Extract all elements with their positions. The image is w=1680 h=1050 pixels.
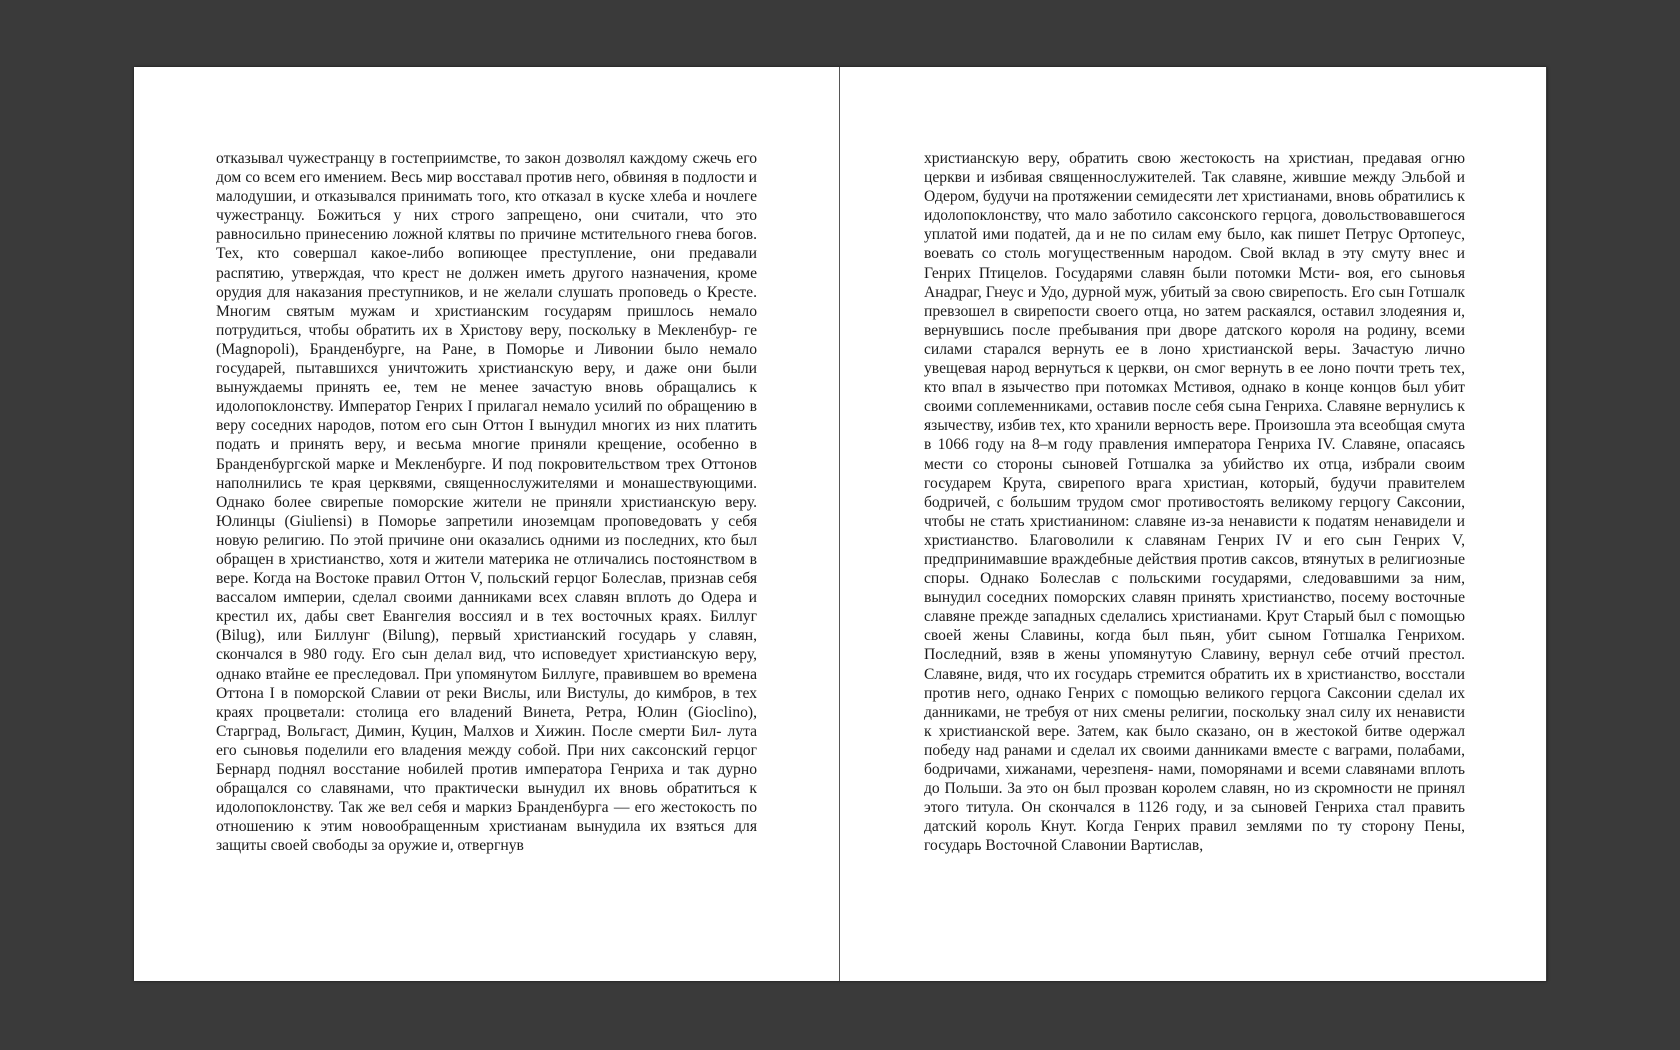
page-right: [840, 67, 1546, 981]
page-left: [134, 67, 840, 981]
page-right-text: христианскую веру, обратить свою жестокость на христиан, предавая огню церкви и избивая священнослужителей. Так славяне, жившие между Эльбой и Одером, будучи на протяжении семидесяти лет христианами, вновь обратились к идолопоклонству, что мало заботило саксонского герцога, довольствовавшегося уплатой ими податей, да и не по силам ему было, как пишет Петрус Ортопеус, воевать со столь могущественным народом. Свой вклад в эту смуту внес и Генрих Птицелов. Государями славян были потомки Мсти- воя, его сыновья Анадраг, Гнеус и Удо, дурной муж, убитый за свою свирепость. Его сын Готшалк превзошел в свирепости своего отца, но затем раскаялся, оставил злодеяния и, вернувшись после пребывания при дворе датского короля на родину, всеми силами старался вернуть ее в лоно христианской веры. Зачастую лично увещевая народ вернуться к церкви, он смог вернуть в ее лоно почти треть тех, кто впал в язычество при потомках Мстивоя, однако в конце концов был убит своими соплеменниками, оставив после себя сына Генриха. Славяне вернулись к язычеству, избив тех, кто хранили верность вере. Произошла эта всеобщая смута в 1066 году на 8–м году правления императора Генриха IV. Славяне, опасаясь мести со стороны сыновей Готшалка за убийство их отца, избрали своим государем Крута, свирепого врага христиан, который, будучи правителем бодричей, с большим трудом смог противостоять великому герцогу Саксонии, чтобы не стать христианином: славяне из-за ненависти к податям ненавидели и христианство. Благоволили к славянам Генрих IV и его сын Генрих V, предпринимавшие враждебные действия против саксов, втянутых в религиозные споры. Однако Болеслав с польскими государями, следовавшими за ним, вынудил соседних поморских славян принять христианство, посему восточные славяне прежде западных сделались христианами. Крут Старый был с помощью своей жены Славины, когда был пьян, убит сыном Готшалка Генрихом. Последний, взяв в жены упомянутую Славину, вернул себе отчий престол. Славяне, видя, что их государь стремится обратить их в христианство, восстали против него, однако Генрих с помощью великого герцога Саксонии сделал их данниками, не требуя от них смены религии, поскольку знал силу их ненависти к христианской вере. Затем, как было сказано, он в жестокой битве одержал победу над ранами и сделал их своими данниками вместе с ваграми, полабами, бодричами, хижанами, черезпеня- нами, поморянами и всеми славянами вплоть до Польши. За это он был прозван королем славян, но из скромности не принял этого титула. Он скончался в 1126 году, и за сыновей Генриха стал править датский король Кнут. Когда Генрих правил землями по ту сторону Пены, государь Восточной Славонии Вартислав,: [924, 150, 1465, 855]
page-left-text: отказывал чужестранцу в гостеприимстве, то закон дозволял каждому сжечь его дом со всем его имением. Весь мир восставал против него, обвиняя в подлости и малодушии, и отказывался принимать того, кто отказал в куске хлеба и ночлеге чужестранцу. Божиться у них строго запрещено, они считали, что это равносильно принесению ложной клятвы по причине мстительного гнева богов. Тех, кто совершал какое-либо вопиющее преступление, они предавали распятию, утверждая, что крест не должен иметь другого назначения, кроме орудия для наказания преступников, и не желали слушать проповедь о Кресте. Многим святым мужам и христианским государям пришлось немало потрудиться, чтобы обратить их в Христову веру, поскольку в Мекленбур- ге (Magnopoli), Бранденбурге, на Ране, в Поморье и Ливонии было немало государей, пытавшихся уничтожить христианскую веру, и даже они были вынуждаемы принять ее, тем не менее зачастую вновь обращались к идолопоклонству. Император Генрих I прилагал немало усилий по обращению в веру соседних народов, потом его сын Оттон I вынудил многих из них платить подать и принять веру, и весьма многие приняли крещение, особенно в Бранденбургской марке и Мекленбурге. И под покровительством трех Оттонов наполнились те края церквями, священнослужителями и монашествующими. Однако более свирепые поморские жители не приняли христианскую веру. Юлинцы (Giuliensi) в Поморье запретили иноземцам проповедовать у себя новую религию. По этой причине они оказались одними из последних, кто был обращен в христианство, хотя и жители материка не отличались постоянством в вере. Когда на Востоке правил Оттон V, польский герцог Болеслав, признав себя вассалом империи, сделал своими данниками всех славян вплоть до Одера и крестил их, дабы свет Евангелия воссиял и в тех восточных краях. Биллуг (Bilug), или Биллунг (Bilung), первый христианский государь у славян, скончался в 980 году. Его сын делал вид, что исповедует христианскую веру, однако втайне ее преследовал. При упомянутом Биллуге, правившем во времена Оттона I в поморской Славии от реки Вислы, или Вистулы, до кимбров, в тех краях процветали: столица его владений Винета, Ретра, Юлин (Gioclino), Старград, Вольгаст, Димин, Куцин, Малхов и Хижин. После смерти Бил- лута его сыновья поделили его владения между собой. При них саксонский герцог Бернард поднял восстание нобилей против императора Генриха и так дурно обращался со славянами, что практически вынудил их вновь обратиться к идолопоклонству. Так же вел себя и маркиз Бранденбурга — его жестокость по отношению к этим новообращенным христианам вынудила их взяться для защиты своей свободы за оружие и, отвергнув: [216, 150, 757, 855]
two-page-spread: [134, 67, 1547, 981]
